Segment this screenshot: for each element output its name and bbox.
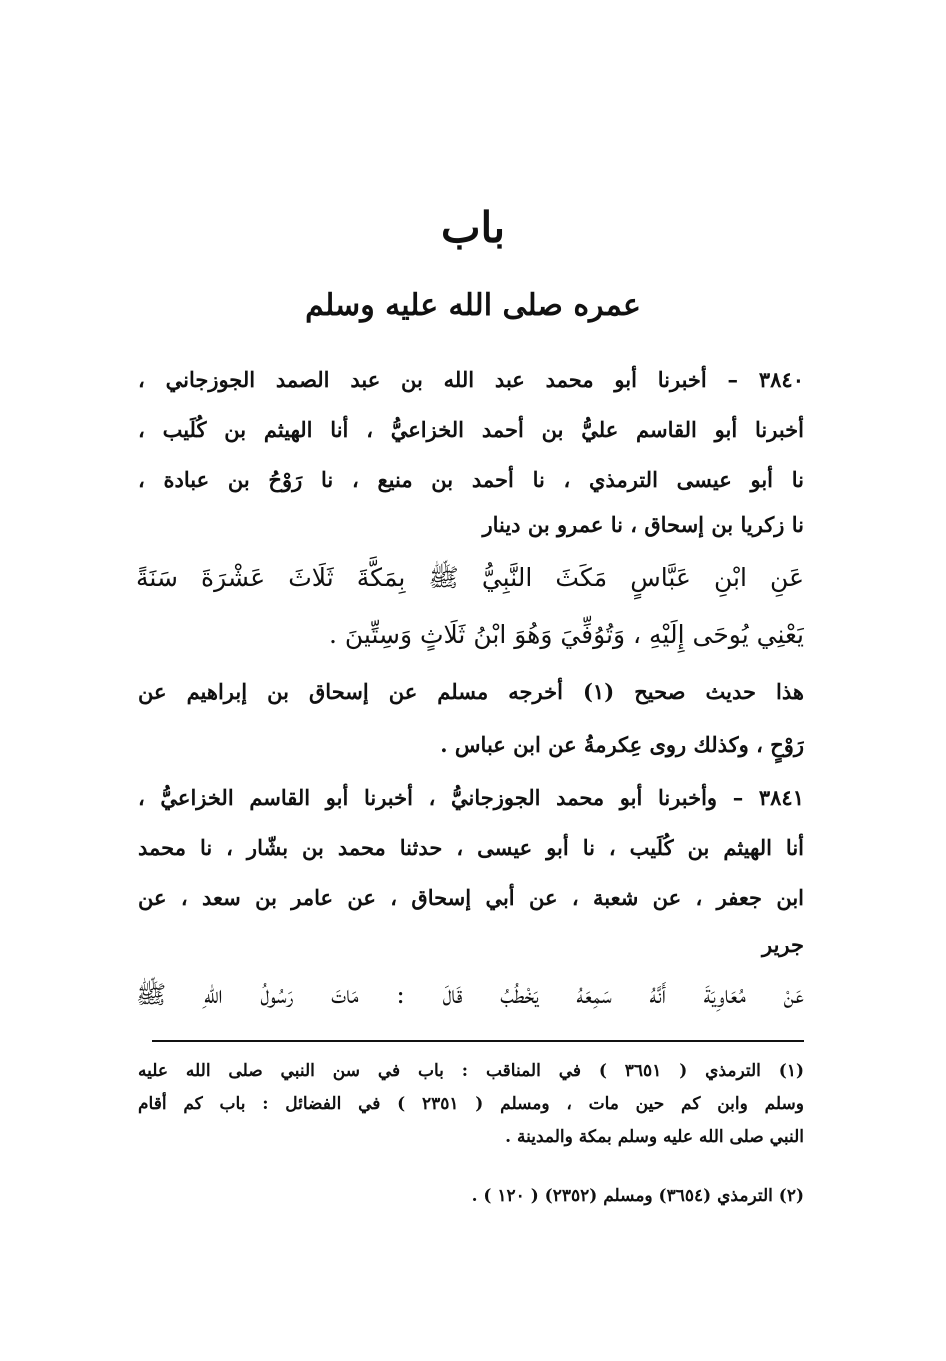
isnad-line: نا أبو عيسى الترمذي ، نا أحمد بن منيع ، نا رَوْحُ بن عبادة ، [138,467,804,492]
hadith-text-line: عَنِ ابْنِ عَبَّاسٍ مَكَثَ النَّبِيُّ ﷺ بِمَكَّةَ ثَلَاثَ عَشْرَةَ سَنَةً [136,563,804,592]
footnote-line: النبي صلى الله عليه وسلم بمكة والمدينة . [505,1127,804,1147]
isnad-line: ابن جعفر ، عن شعبة ، عن أبي إسحاق ، عن عامر بن سعد ، عن [138,885,804,910]
footnote-line: وسلم وابن كم حين مات ، ومسلم ( ٢٣٥١ ) في الفضائل : باب كم أقام [138,1094,804,1114]
hadith-text-line: عَنْ مُعَاوِيَةَ أَنَّهُ سَمِعَهُ يَخْطُبُ قَالَ : مَاتَ رَسُولُ اللهِ ﷺ [136,980,804,1009]
isnad-line: ٣٨٤٠ – أخبرنا أبو محمد عبد الله بن عبد الصمد الجوزجاني ، [138,367,804,392]
isnad-line: ٣٨٤١ – وأخبرنا أبو محمد الجوزجانيُّ ، أخبرنا أبو القاسم الخزاعيُّ ، [138,785,804,810]
footnote-line: (١) الترمذي ( ٣٦٥١ ) في المناقب : باب في سن النبي صلى الله عليه [138,1061,804,1081]
isnad-line: نا زكريا بن إسحاق ، نا عمرو بن دينار [482,512,804,537]
isnad-line: أنا الهيثم بن كُلَيب ، نا أبو عيسى ، حدثنا محمد بن بشّار ، نا محمد [138,835,804,860]
footnote-line: (٢) الترمذي (٣٦٥٤) ومسلم (٢٣٥٢) ( ١٢٠ ) . [471,1186,804,1206]
commentary-line: رَوْحٍ ، وكذلك روى عِكرمةُ عن ابن عباس . [440,732,804,757]
commentary-line: هذا حديث صحيح (١) أخرجه مسلم عن إسحاق بن إبراهيم عن [138,679,804,704]
hadith-text-line: يَعْنِي يُوحَى إِلَيْهِ ، وَتُوُفِّيَ وَهُوَ ابْنُ ثَلَاثٍ وَسِتِّينَ . [329,620,804,649]
isnad-line: جرير [762,932,804,957]
isnad-line: أخبرنا أبو القاسم عليُّ بن أحمد الخزاعيُّ ، أنا الهيثم بن كُلَيب ، [138,417,804,442]
chapter-title: باب [440,203,506,252]
footnote-divider [152,1040,804,1042]
chapter-subtitle: عمره صلى الله عليه وسلم [305,288,641,323]
